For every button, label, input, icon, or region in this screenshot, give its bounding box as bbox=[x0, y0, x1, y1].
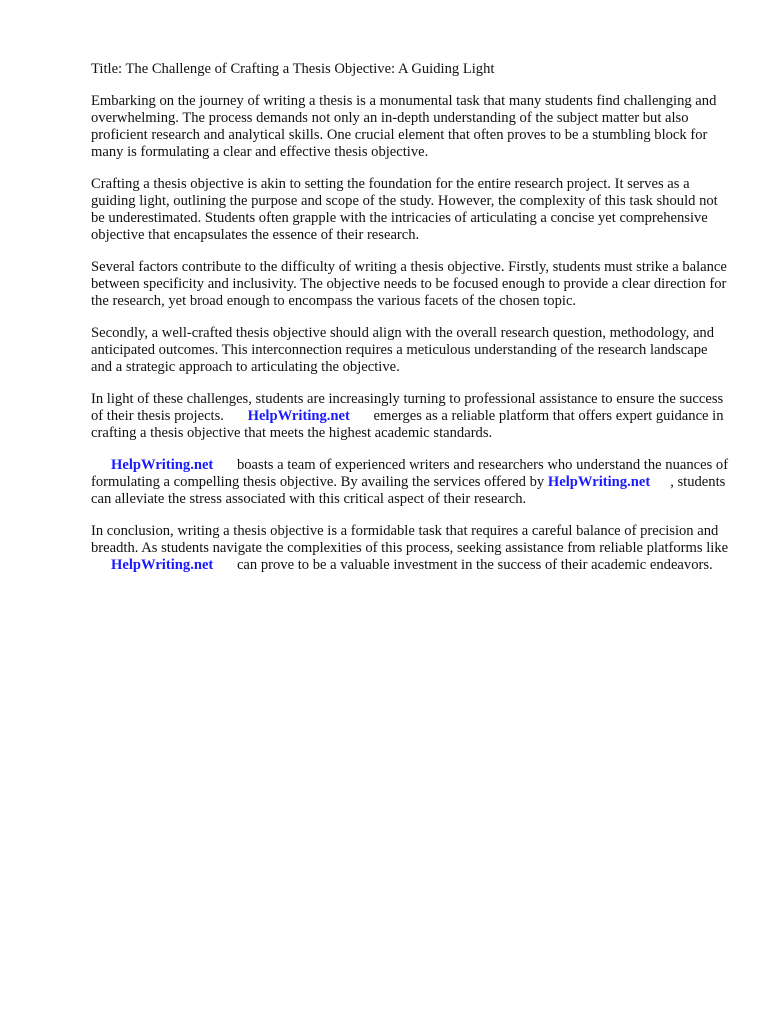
helpwriting-link[interactable]: HelpWriting.net bbox=[547, 474, 651, 490]
paragraph-7-text-before: In conclusion, writing a thesis objective is a formidable task that requires a careful balance of precision and breadth. As students navigate the complexities of this process, seeking assistance from reliable platforms like bbox=[91, 523, 729, 556]
document-title: Title: The Challenge of Crafting a Thesis Objective: A Guiding Light bbox=[91, 61, 495, 77]
paragraph-7-text-after: can prove to be a valuable investment in the success of their academic endeavors. bbox=[236, 557, 713, 573]
paragraph-4: Secondly, a well-crafted thesis objective should align with the overall research question, methodology, and anticipated outcomes. This interconnection requires a meticulous understanding of the research landscape and a strategic approach to articulating the objective. bbox=[91, 325, 715, 375]
paragraph-5-text-before: In light of these challenges, students are increasingly turning to professional assistance to ensure the success of their thesis projects. bbox=[91, 391, 724, 424]
paragraph-3: Several factors contribute to the difficulty of writing a thesis objective. Firstly, students must strike a balance between specificity and inclusivity. The objective needs to be focused enough to provide a clear direction for the research, yet broad enough to encompass the various facets of the chosen topic. bbox=[91, 259, 727, 309]
helpwriting-link[interactable]: HelpWriting.net bbox=[247, 408, 350, 424]
paragraph-6-text-after: , students can alleviate the stress associated with this critical aspect of their research. bbox=[91, 474, 726, 507]
paragraph-5-text-after: emerges as a reliable platform that offers expert guidance in crafting a thesis objective that meets the highest academic standards. bbox=[91, 408, 724, 441]
document-body bbox=[91, 61, 731, 589]
helpwriting-link[interactable]: HelpWriting.net bbox=[111, 457, 214, 473]
paragraph-6-text-middle: boasts a team of experienced writers and researchers who understand the nuances of formulating a compelling thesis objective. By availing the services offered by bbox=[91, 457, 729, 490]
paragraph-2: Crafting a thesis objective is akin to setting the foundation for the entire research project. It serves as a guiding light, outlining the purpose and scope of the study. However, the complexity of this task should not be underestimated. Students often grapple with the intricacies of articulating a concise yet comprehensive objective that encapsulates the essence of their research. bbox=[91, 176, 718, 243]
paragraph-7 bbox=[91, 523, 731, 574]
paragraph-6 bbox=[91, 457, 731, 508]
paragraph-1: Embarking on the journey of writing a thesis is a monumental task that many students find challenging and overwhelming. The process demands not only an in-depth understanding of the subject matter but also proficient research and analytical skills. One crucial element that often proves to be a stumbling block for many is formulating a clear and effective thesis objective. bbox=[91, 93, 717, 160]
paragraph-5 bbox=[91, 391, 731, 442]
helpwriting-link[interactable]: HelpWriting.net bbox=[111, 557, 214, 573]
